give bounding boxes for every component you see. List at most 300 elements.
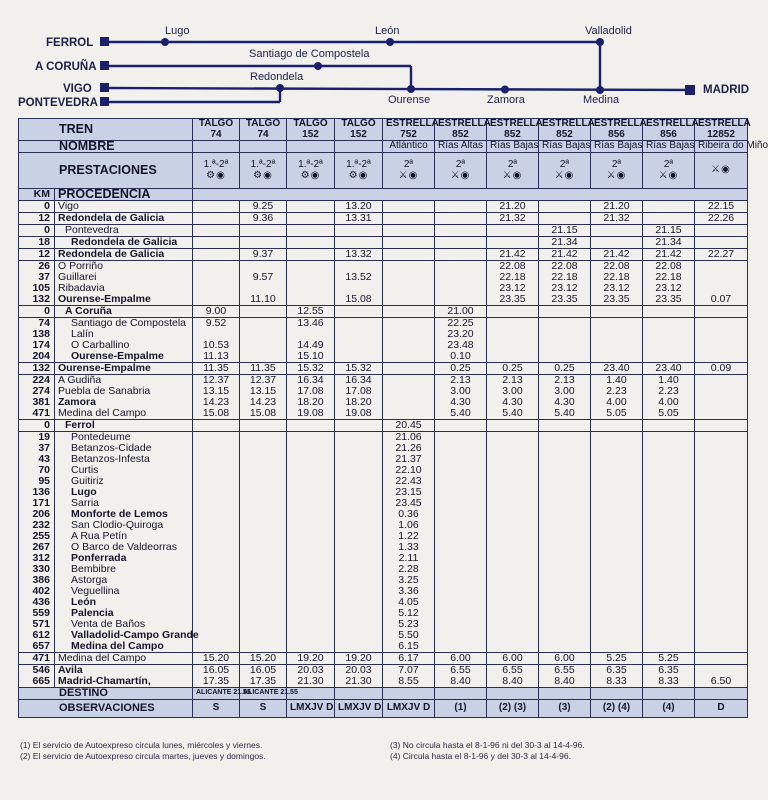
time-cell: 13.15 bbox=[240, 386, 287, 397]
time-cell bbox=[435, 237, 487, 249]
time-cell: 16.05 bbox=[193, 665, 240, 677]
time-cell bbox=[695, 306, 748, 318]
km-cell: 571 bbox=[19, 619, 55, 630]
table-row bbox=[19, 586, 748, 597]
video-icon: ◉ bbox=[460, 169, 471, 181]
note-2: (2) El servicio de Autoexpreso circula martes, jueves y domingos. bbox=[20, 751, 266, 761]
time-cell: 18.20 bbox=[287, 397, 335, 408]
time-cell bbox=[487, 531, 539, 542]
km-cell: 136 bbox=[19, 487, 55, 498]
time-cell bbox=[193, 213, 240, 225]
service-icons bbox=[438, 171, 483, 182]
time-cell bbox=[487, 597, 539, 608]
class-label: 1.ª-2ª bbox=[203, 159, 229, 170]
time-cell bbox=[643, 443, 695, 454]
table-row bbox=[19, 225, 748, 237]
time-cell bbox=[435, 575, 487, 586]
km-cell: 204 bbox=[19, 351, 55, 363]
time-cell bbox=[591, 420, 643, 432]
time-cell bbox=[435, 420, 487, 432]
time-cell: 9.00 bbox=[193, 306, 240, 318]
time-cell bbox=[643, 586, 695, 597]
table-row bbox=[19, 564, 748, 575]
time-cell bbox=[591, 586, 643, 597]
time-cell bbox=[435, 531, 487, 542]
time-cell: 23.12 bbox=[591, 283, 643, 294]
km-cell: 657 bbox=[19, 641, 55, 653]
time-cell bbox=[487, 340, 539, 351]
station-cell: Ponferrada bbox=[55, 553, 193, 564]
madrid-terminal-icon bbox=[685, 85, 695, 95]
time-cell bbox=[435, 597, 487, 608]
time-cell bbox=[539, 575, 591, 586]
station-cell: Madrid-Chamartín, bbox=[55, 676, 193, 688]
time-cell bbox=[193, 454, 240, 465]
time-cell bbox=[335, 520, 383, 531]
time-cell bbox=[539, 487, 591, 498]
time-cell bbox=[240, 509, 287, 520]
station-cell: Redondela de Galicia bbox=[55, 237, 193, 249]
time-cell bbox=[539, 586, 591, 597]
time-cell bbox=[539, 542, 591, 553]
station-cell: Lalín bbox=[55, 329, 193, 340]
time-cell bbox=[643, 509, 695, 520]
time-cell: 21.15 bbox=[539, 225, 591, 237]
video-icon: ◉ bbox=[310, 169, 321, 181]
time-cell: 14.23 bbox=[193, 397, 240, 408]
time-cell bbox=[539, 498, 591, 509]
destino-cell: ALICANTE 21.55 bbox=[193, 688, 240, 700]
time-cell: 16.34 bbox=[335, 375, 383, 387]
time-cell bbox=[643, 498, 695, 509]
train-number: 752 bbox=[400, 128, 417, 140]
train-type: ESTRELLA bbox=[698, 118, 751, 129]
train-type: ESTRELLA bbox=[490, 118, 543, 129]
time-cell bbox=[643, 641, 695, 653]
time-cell bbox=[591, 329, 643, 340]
time-cell bbox=[591, 641, 643, 653]
time-cell bbox=[591, 318, 643, 330]
km-cell: 43 bbox=[19, 454, 55, 465]
time-cell bbox=[591, 237, 643, 249]
time-cell: 22.27 bbox=[695, 249, 748, 261]
time-cell bbox=[335, 476, 383, 487]
time-cell bbox=[539, 465, 591, 476]
time-cell bbox=[435, 465, 487, 476]
km-cell: 559 bbox=[19, 608, 55, 619]
time-cell bbox=[193, 586, 240, 597]
time-cell bbox=[643, 465, 695, 476]
class-label: 1.ª-2ª bbox=[346, 159, 371, 170]
time-cell bbox=[383, 408, 435, 420]
time-cell: 5.05 bbox=[643, 408, 695, 420]
time-cell bbox=[643, 619, 695, 630]
time-cell: 4.30 bbox=[435, 397, 487, 408]
vigo-terminal-icon bbox=[100, 83, 109, 92]
time-cell bbox=[383, 237, 435, 249]
class-label: 2ª bbox=[611, 159, 622, 170]
destino-row bbox=[19, 688, 748, 700]
time-cell bbox=[335, 420, 383, 432]
km-cell: 0 bbox=[19, 306, 55, 318]
time-cell bbox=[335, 306, 383, 318]
train-nombre-5 bbox=[435, 141, 487, 153]
time-cell: 1.40 bbox=[643, 375, 695, 387]
time-cell bbox=[695, 653, 748, 665]
time-cell: 6.55 bbox=[539, 665, 591, 677]
table-row bbox=[19, 542, 748, 553]
time-cell bbox=[240, 432, 287, 444]
time-cell: 9.25 bbox=[240, 201, 287, 213]
destino-cell bbox=[335, 688, 383, 700]
time-cell: 6.50 bbox=[695, 676, 748, 688]
time-cell bbox=[193, 597, 240, 608]
map-label-vigo: VIGO bbox=[63, 83, 92, 95]
train-prestaciones-3 bbox=[335, 153, 383, 189]
time-cell bbox=[193, 294, 240, 306]
time-cell bbox=[695, 443, 748, 454]
time-cell bbox=[695, 375, 748, 387]
time-cell bbox=[335, 630, 383, 641]
table-row bbox=[19, 420, 748, 432]
time-cell bbox=[240, 318, 287, 330]
time-cell bbox=[435, 249, 487, 261]
time-cell bbox=[335, 340, 383, 351]
time-cell bbox=[643, 520, 695, 531]
train-nombre-8 bbox=[591, 141, 643, 153]
time-cell: 23.35 bbox=[643, 294, 695, 306]
time-cell bbox=[695, 575, 748, 586]
time-cell: 2.11 bbox=[383, 553, 435, 564]
time-cell: 0.09 bbox=[695, 363, 748, 375]
time-cell: 21.42 bbox=[539, 249, 591, 261]
time-cell bbox=[435, 619, 487, 630]
time-cell: 11.13 bbox=[193, 351, 240, 363]
km-cell: 255 bbox=[19, 531, 55, 542]
observaciones-cell: LMXJV D bbox=[383, 700, 435, 718]
station-cell: Zamora bbox=[55, 397, 193, 408]
time-cell bbox=[435, 509, 487, 520]
km-cell: 12 bbox=[19, 213, 55, 225]
time-cell bbox=[643, 608, 695, 619]
nombre-label: NOMBRE bbox=[19, 141, 193, 153]
destino-cell bbox=[383, 688, 435, 700]
time-cell bbox=[539, 351, 591, 363]
time-cell bbox=[287, 237, 335, 249]
map-label-lugo: Lugo bbox=[165, 25, 190, 37]
class-label: 2ª bbox=[455, 159, 466, 170]
time-cell: 17.35 bbox=[240, 676, 287, 688]
time-cell: 11.10 bbox=[240, 294, 287, 306]
time-cell bbox=[287, 564, 335, 575]
station-cell: Guillarei bbox=[55, 272, 193, 283]
time-cell: 13.31 bbox=[335, 213, 383, 225]
time-cell bbox=[193, 420, 240, 432]
table-row bbox=[19, 237, 748, 249]
time-cell: 22.18 bbox=[591, 272, 643, 283]
time-cell: 9.52 bbox=[193, 318, 240, 330]
procedencia-label: PROCEDENCIA bbox=[55, 189, 193, 201]
time-cell bbox=[487, 564, 539, 575]
time-cell: 5.25 bbox=[591, 653, 643, 665]
observaciones-cell: (1) bbox=[435, 700, 487, 718]
time-cell bbox=[335, 318, 383, 330]
time-cell bbox=[383, 272, 435, 283]
station-cell: O Barco de Valdeorras bbox=[55, 542, 193, 553]
leon-station-icon bbox=[386, 38, 394, 46]
bed-icon: ⚔ bbox=[450, 169, 461, 181]
train-header-1 bbox=[240, 119, 287, 141]
time-cell: 13.20 bbox=[335, 201, 383, 213]
time-cell: 2.13 bbox=[487, 375, 539, 387]
time-cell bbox=[383, 294, 435, 306]
time-cell bbox=[435, 294, 487, 306]
time-cell bbox=[193, 476, 240, 487]
valladolid-station-icon bbox=[596, 38, 604, 46]
time-cell bbox=[193, 619, 240, 630]
time-cell bbox=[287, 520, 335, 531]
time-cell: 2.13 bbox=[435, 375, 487, 387]
km-cell: 312 bbox=[19, 553, 55, 564]
time-cell: 5.40 bbox=[487, 408, 539, 420]
time-cell: 15.20 bbox=[193, 653, 240, 665]
time-cell bbox=[435, 261, 487, 273]
km-cell: 274 bbox=[19, 386, 55, 397]
train-header-7 bbox=[539, 118, 595, 141]
time-cell: 10.53 bbox=[193, 340, 240, 351]
time-cell bbox=[643, 351, 695, 363]
train-prestaciones-1 bbox=[240, 153, 287, 189]
train-type: ESTRELLA bbox=[542, 118, 595, 129]
table-row bbox=[19, 294, 748, 306]
time-cell bbox=[695, 520, 748, 531]
time-cell bbox=[193, 225, 240, 237]
time-cell bbox=[695, 597, 748, 608]
time-cell bbox=[193, 608, 240, 619]
ferrol-terminal-icon bbox=[100, 37, 109, 46]
time-cell: 15.32 bbox=[335, 363, 383, 375]
time-cell: 20.03 bbox=[335, 665, 383, 677]
time-cell: 5.40 bbox=[435, 408, 487, 420]
time-cell bbox=[591, 619, 643, 630]
time-cell: 5.40 bbox=[539, 408, 591, 420]
time-cell bbox=[643, 201, 695, 213]
time-cell: 4.30 bbox=[539, 397, 591, 408]
time-cell: 3.00 bbox=[487, 386, 539, 397]
video-icon: ◉ bbox=[668, 169, 679, 181]
time-cell: 22.08 bbox=[643, 261, 695, 273]
time-cell bbox=[487, 237, 539, 249]
time-cell bbox=[591, 630, 643, 641]
time-cell bbox=[240, 630, 287, 641]
time-cell: 5.25 bbox=[643, 653, 695, 665]
table-row bbox=[19, 676, 748, 688]
time-cell bbox=[591, 553, 643, 564]
time-cell bbox=[287, 432, 335, 444]
time-cell: 8.33 bbox=[591, 676, 643, 688]
time-cell bbox=[591, 542, 643, 553]
time-cell: 23.40 bbox=[591, 363, 643, 375]
station-cell: León bbox=[55, 597, 193, 608]
time-cell: 23.12 bbox=[487, 283, 539, 294]
time-cell: 0.36 bbox=[383, 509, 435, 520]
train-type: ESTRELLA bbox=[386, 118, 439, 129]
time-cell bbox=[695, 531, 748, 542]
bed-icon: ⚔ bbox=[502, 169, 513, 181]
km-cell: 132 bbox=[19, 294, 55, 306]
station-cell: Veguellina bbox=[55, 586, 193, 597]
time-cell bbox=[287, 597, 335, 608]
time-cell bbox=[487, 498, 539, 509]
km-cell: 471 bbox=[19, 408, 55, 420]
time-cell bbox=[695, 641, 748, 653]
time-cell: 3.00 bbox=[539, 386, 591, 397]
time-cell bbox=[591, 520, 643, 531]
time-cell bbox=[487, 575, 539, 586]
time-cell: 11.35 bbox=[240, 363, 287, 375]
santiago-station-icon bbox=[314, 62, 322, 70]
time-cell: 19.20 bbox=[335, 653, 383, 665]
time-cell bbox=[335, 597, 383, 608]
time-cell bbox=[643, 306, 695, 318]
time-cell: 6.15 bbox=[383, 641, 435, 653]
time-cell bbox=[695, 408, 748, 420]
map-label-redondela: Redondela bbox=[250, 71, 304, 83]
time-cell: 15.32 bbox=[287, 363, 335, 375]
observaciones-label: OBSERVACIONES bbox=[19, 700, 193, 718]
time-cell bbox=[695, 509, 748, 520]
train-number: 152 bbox=[350, 128, 367, 140]
bed-icon: ⚔ bbox=[398, 169, 409, 181]
time-cell bbox=[435, 564, 487, 575]
table-row bbox=[19, 476, 748, 487]
time-cell bbox=[335, 509, 383, 520]
time-cell bbox=[287, 575, 335, 586]
time-cell: 23.35 bbox=[539, 294, 591, 306]
time-cell bbox=[193, 432, 240, 444]
time-cell: 15.20 bbox=[240, 653, 287, 665]
time-cell bbox=[487, 306, 539, 318]
station-cell: Medina del Campo bbox=[55, 653, 193, 665]
train-prestaciones-10 bbox=[695, 153, 748, 189]
time-cell: 3.25 bbox=[383, 575, 435, 586]
time-cell bbox=[487, 465, 539, 476]
train-number: 852 bbox=[504, 128, 521, 140]
time-cell bbox=[487, 443, 539, 454]
bed-icon: ⚔ bbox=[606, 169, 617, 181]
km-cell: 206 bbox=[19, 509, 55, 520]
km-cell: 386 bbox=[19, 575, 55, 586]
time-cell bbox=[240, 454, 287, 465]
time-cell bbox=[591, 443, 643, 454]
time-cell: 21.34 bbox=[539, 237, 591, 249]
time-cell bbox=[539, 318, 591, 330]
time-cell bbox=[287, 531, 335, 542]
table-row bbox=[19, 201, 748, 213]
coruna-terminal-icon bbox=[100, 61, 109, 70]
train-number: 856 bbox=[660, 128, 677, 140]
time-cell bbox=[643, 542, 695, 553]
time-cell: 5.50 bbox=[383, 630, 435, 641]
km-cell: 174 bbox=[19, 340, 55, 351]
class-label: 2ª bbox=[507, 159, 518, 170]
train-nombre-2 bbox=[287, 141, 335, 153]
time-cell bbox=[643, 564, 695, 575]
time-cell bbox=[193, 261, 240, 273]
time-cell bbox=[335, 432, 383, 444]
time-cell bbox=[539, 619, 591, 630]
time-cell bbox=[383, 340, 435, 351]
time-cell bbox=[695, 329, 748, 340]
time-cell: 21.00 bbox=[435, 306, 487, 318]
time-cell: 8.40 bbox=[435, 676, 487, 688]
time-cell: 6.00 bbox=[539, 653, 591, 665]
time-cell bbox=[287, 553, 335, 564]
time-cell: 6.00 bbox=[487, 653, 539, 665]
notes-left bbox=[20, 740, 266, 762]
time-cell bbox=[193, 564, 240, 575]
km-cell: 74 bbox=[19, 318, 55, 330]
time-cell: 21.30 bbox=[287, 676, 335, 688]
train-number: 852 bbox=[556, 128, 573, 140]
time-cell bbox=[287, 420, 335, 432]
station-cell: Pontevedra bbox=[55, 225, 193, 237]
train-number: 856 bbox=[608, 128, 625, 140]
time-cell bbox=[435, 586, 487, 597]
time-cell bbox=[335, 487, 383, 498]
time-cell bbox=[539, 608, 591, 619]
time-cell bbox=[335, 443, 383, 454]
time-cell bbox=[193, 465, 240, 476]
observaciones-cell: LMXJV D bbox=[335, 700, 383, 718]
time-cell bbox=[383, 261, 435, 273]
observaciones-cell: D bbox=[695, 700, 748, 718]
time-cell bbox=[539, 531, 591, 542]
bed-icon: ⚙ bbox=[300, 169, 311, 181]
time-cell: 2.13 bbox=[539, 375, 591, 387]
station-cell: Puebla de Sanabria bbox=[55, 386, 193, 397]
time-cell bbox=[287, 261, 335, 273]
time-cell bbox=[193, 272, 240, 283]
time-cell bbox=[240, 564, 287, 575]
train-type: TALGO bbox=[293, 118, 328, 129]
time-cell bbox=[240, 465, 287, 476]
time-cell bbox=[335, 225, 383, 237]
time-cell: 21.20 bbox=[487, 201, 539, 213]
service-icons bbox=[338, 171, 379, 182]
time-cell: 22.15 bbox=[695, 201, 748, 213]
time-cell bbox=[240, 498, 287, 509]
time-cell bbox=[591, 564, 643, 575]
time-cell bbox=[643, 420, 695, 432]
time-cell bbox=[335, 542, 383, 553]
time-cell: 13.15 bbox=[193, 386, 240, 397]
time-cell bbox=[240, 553, 287, 564]
table-row bbox=[19, 363, 748, 375]
time-cell bbox=[193, 531, 240, 542]
video-icon: ◉ bbox=[721, 164, 731, 176]
time-cell bbox=[591, 608, 643, 619]
map-label-valladolid: Valladolid bbox=[585, 25, 632, 37]
km-cell: 37 bbox=[19, 443, 55, 454]
time-cell bbox=[193, 641, 240, 653]
time-cell bbox=[591, 498, 643, 509]
time-cell: 23.45 bbox=[383, 498, 435, 509]
time-cell bbox=[591, 476, 643, 487]
time-cell: 8.55 bbox=[383, 676, 435, 688]
time-cell bbox=[240, 351, 287, 363]
time-cell bbox=[487, 487, 539, 498]
